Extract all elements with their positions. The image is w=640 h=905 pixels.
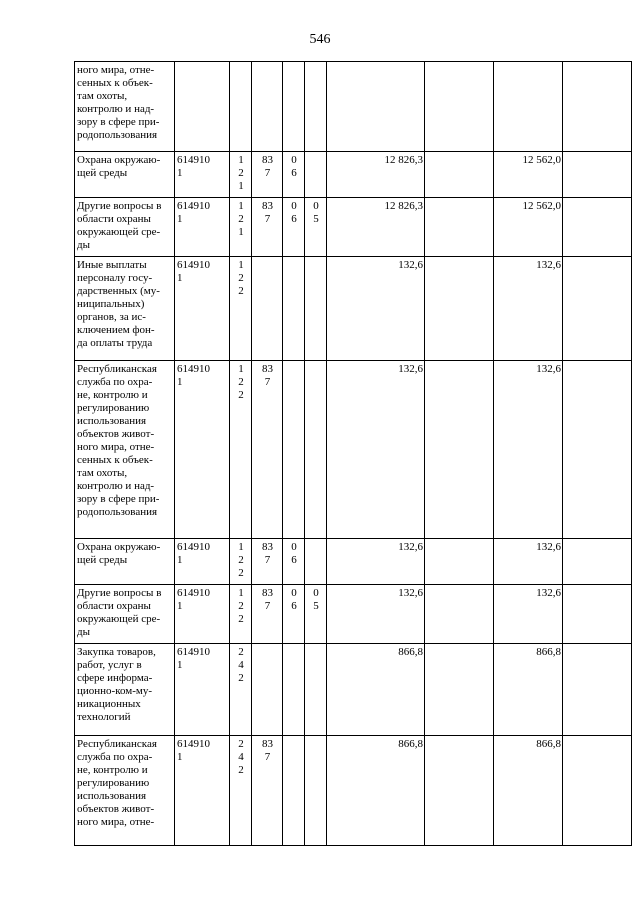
row-vr-line: 1 — [238, 259, 244, 271]
row-name-line: сфере информа- — [77, 672, 153, 684]
row-name-line: щей среды — [77, 554, 128, 566]
row-gr — [252, 736, 283, 846]
row-vr-line: 1 — [238, 363, 244, 375]
row-empty-1 — [425, 198, 494, 257]
row-vr — [230, 152, 252, 198]
row-code-line: 614910 — [177, 738, 210, 750]
row-name-line: ниципальных) — [77, 298, 145, 310]
row-name-line: Республиканская — [77, 738, 157, 750]
row-code — [175, 257, 230, 361]
row-empty-1 — [425, 539, 494, 585]
row-name-line: ного мира, отне- — [77, 441, 155, 453]
table-row — [75, 644, 632, 736]
row-code-line: 614910 — [177, 541, 210, 553]
row-empty-2 — [563, 539, 632, 585]
row-amount-1: 12 826,3 — [327, 198, 425, 257]
row-amount-1: 132,6 — [327, 585, 425, 644]
row-gr — [252, 152, 283, 198]
row-name-line: там охоты, — [77, 90, 128, 102]
row-name-line: регулированию — [77, 777, 150, 789]
row-amount-2: 132,6 — [494, 257, 563, 361]
row-name-line: сенных к объек- — [77, 454, 153, 466]
row-empty-1 — [425, 62, 494, 152]
row-gr-line: 7 — [264, 600, 271, 612]
row-gr-line: 7 — [264, 167, 271, 179]
row-pr — [305, 361, 327, 539]
row-code-line: 614910 — [177, 646, 210, 658]
row-name-line: объектов живот- — [77, 803, 155, 815]
row-empty-1 — [425, 361, 494, 539]
row-pr — [305, 644, 327, 736]
table-row — [75, 585, 632, 644]
row-rz — [283, 585, 305, 644]
row-gr — [252, 361, 283, 539]
row-vr-line: 2 — [238, 376, 244, 388]
row-vr — [230, 257, 252, 361]
row-gr — [252, 198, 283, 257]
row-name-line: Иные выплаты — [77, 259, 147, 271]
row-vr-line: 2 — [238, 389, 244, 401]
row-vr-line: 2 — [238, 567, 244, 579]
row-code-line: 1 — [177, 376, 183, 388]
row-name-line: родопользования — [77, 129, 158, 141]
row-code — [175, 198, 230, 257]
row-name-line: использования — [77, 415, 147, 427]
row-name-line: работ, услуг в — [77, 659, 142, 671]
row-empty-1 — [425, 644, 494, 736]
row-name-line: Республиканская — [77, 363, 157, 375]
row-empty-2 — [563, 152, 632, 198]
table-row — [75, 152, 632, 198]
row-rz — [283, 644, 305, 736]
row-vr-line: 1 — [238, 541, 244, 553]
row-code-line: 614910 — [177, 200, 210, 212]
row-amount-1: 132,6 — [327, 257, 425, 361]
row-amount-1: 132,6 — [327, 361, 425, 539]
row-rz — [283, 361, 305, 539]
row-vr — [230, 539, 252, 585]
row-rz — [283, 257, 305, 361]
row-empty-2 — [563, 361, 632, 539]
row-vr — [230, 585, 252, 644]
row-amount-2: 866,8 — [494, 644, 563, 736]
row-name-line: ционно-ком-му- — [77, 685, 153, 697]
row-gr-line: 83 — [262, 738, 273, 750]
row-name-line: там охоты, — [77, 467, 128, 479]
row-amount-2: 132,6 — [494, 539, 563, 585]
row-gr — [252, 257, 283, 361]
row-pr — [305, 585, 327, 644]
row-code-line: 614910 — [177, 154, 210, 166]
row-code-line: 614910 — [177, 363, 210, 375]
table-row — [75, 736, 632, 846]
row-empty-1 — [425, 585, 494, 644]
row-rz — [283, 152, 305, 198]
row-pr-line: 0 — [313, 200, 319, 212]
row-pr — [305, 198, 327, 257]
row-vr — [230, 361, 252, 539]
table-row — [75, 62, 632, 152]
row-vr — [230, 736, 252, 846]
row-gr-line: 83 — [262, 541, 273, 553]
row-pr — [305, 539, 327, 585]
row-vr-line: 1 — [238, 154, 244, 166]
row-pr — [305, 152, 327, 198]
row-vr-line: 2 — [238, 613, 244, 625]
row-empty-2 — [563, 62, 632, 152]
row-name-line: органов, за ис- — [77, 311, 146, 323]
row-name-line: области охраны — [77, 600, 151, 612]
row-amount-2: 866,8 — [494, 736, 563, 846]
row-vr-line: 1 — [238, 180, 244, 192]
table-row — [75, 539, 632, 585]
row-name-line: технологий — [77, 711, 131, 723]
row-code — [175, 736, 230, 846]
row-name-line: окружающей сре- — [77, 613, 161, 625]
row-code-line: 614910 — [177, 587, 210, 599]
table-body — [75, 62, 632, 846]
row-name-line: ды — [77, 626, 90, 638]
row-rz-line: 0 — [291, 200, 297, 212]
row-gr — [252, 644, 283, 736]
table-row — [75, 198, 632, 257]
row-name-line: ного мира, отне- — [77, 816, 155, 828]
row-gr-line: 83 — [262, 200, 273, 212]
row-empty-2 — [563, 585, 632, 644]
row-name-line: зору в сфере при- — [77, 493, 160, 505]
row-rz-line: 6 — [291, 167, 297, 179]
row-gr-line: 83 — [262, 587, 273, 599]
row-name-line: Охрана окружаю- — [77, 541, 161, 553]
row-name — [75, 257, 175, 361]
row-gr-line: 7 — [264, 554, 271, 566]
row-vr-line: 2 — [238, 600, 244, 612]
row-name-line: не, контролю и — [77, 764, 148, 776]
row-name-line: Охрана окружаю- — [77, 154, 161, 166]
row-gr-line: 7 — [264, 213, 271, 225]
row-vr-line: 1 — [238, 226, 244, 238]
row-vr-line: 4 — [238, 659, 244, 671]
row-name-line: ного мира, отне- — [77, 64, 155, 76]
row-vr-line: 2 — [238, 272, 244, 284]
row-gr-line: 7 — [264, 751, 271, 763]
row-pr-line: 5 — [313, 600, 319, 612]
row-empty-2 — [563, 736, 632, 846]
row-name — [75, 152, 175, 198]
row-name-line: контролю и над- — [77, 103, 155, 115]
row-code-line: 1 — [177, 600, 183, 612]
row-code — [175, 62, 230, 152]
row-amount-2: 132,6 — [494, 585, 563, 644]
row-vr-line: 1 — [238, 200, 244, 212]
row-gr-line: 7 — [264, 376, 271, 388]
row-name — [75, 62, 175, 152]
row-gr — [252, 62, 283, 152]
row-amount-1: 132,6 — [327, 539, 425, 585]
row-name-line: служба по охра- — [77, 751, 153, 763]
row-name-line: Закупка товаров, — [77, 646, 156, 658]
row-rz — [283, 198, 305, 257]
row-name — [75, 644, 175, 736]
row-name-line: Другие вопросы в — [77, 200, 162, 212]
row-rz-line: 0 — [291, 541, 297, 553]
row-code — [175, 361, 230, 539]
row-pr — [305, 257, 327, 361]
row-name-line: персоналу госу- — [77, 272, 153, 284]
row-gr — [252, 585, 283, 644]
row-empty-1 — [425, 736, 494, 846]
row-name-line: щей среды — [77, 167, 128, 179]
row-name-line: регулированию — [77, 402, 150, 414]
row-rz-line: 0 — [291, 587, 297, 599]
row-pr-line: 5 — [313, 213, 319, 225]
row-name-line: не, контролю и — [77, 389, 148, 401]
row-gr-line: 83 — [262, 154, 273, 166]
row-pr — [305, 62, 327, 152]
row-amount-2: 12 562,0 — [494, 152, 563, 198]
row-code-line: 1 — [177, 554, 183, 566]
row-pr-line: 0 — [313, 587, 319, 599]
row-name-line: да оплаты труда — [77, 337, 153, 349]
row-name-line: ключением фон- — [77, 324, 155, 336]
row-vr-line: 2 — [238, 646, 244, 658]
row-empty-2 — [563, 644, 632, 736]
row-vr-line: 2 — [238, 554, 244, 566]
row-name-line: Другие вопросы в — [77, 587, 162, 599]
table-row — [75, 257, 632, 361]
row-code-line: 1 — [177, 751, 183, 763]
row-rz-line: 0 — [291, 154, 297, 166]
row-code — [175, 152, 230, 198]
row-empty-2 — [563, 257, 632, 361]
row-code-line: 1 — [177, 659, 183, 671]
row-vr — [230, 62, 252, 152]
row-code-line: 1 — [177, 167, 183, 179]
row-pr — [305, 736, 327, 846]
row-name — [75, 736, 175, 846]
row-code-line: 1 — [177, 213, 183, 225]
row-vr-line: 2 — [238, 764, 244, 776]
row-amount-1 — [327, 62, 425, 152]
row-name-line: области охраны — [77, 213, 151, 225]
row-vr — [230, 198, 252, 257]
page-number: 546 — [309, 32, 331, 47]
row-code-line: 1 — [177, 272, 183, 284]
row-name-line: сенных к объек- — [77, 77, 153, 89]
row-vr — [230, 644, 252, 736]
row-code — [175, 585, 230, 644]
row-rz — [283, 736, 305, 846]
row-vr-line: 2 — [238, 672, 244, 684]
row-name-line: никационных — [77, 698, 141, 710]
row-name-line: родопользования — [77, 506, 158, 518]
row-name-line: служба по охра- — [77, 376, 153, 388]
row-name-line: ды — [77, 239, 90, 251]
row-rz — [283, 62, 305, 152]
row-code — [175, 539, 230, 585]
row-gr — [252, 539, 283, 585]
row-rz-line: 6 — [291, 213, 297, 225]
row-code — [175, 644, 230, 736]
row-gr-line: 83 — [262, 363, 273, 375]
row-empty-1 — [425, 257, 494, 361]
row-vr-line: 1 — [238, 587, 244, 599]
budget-table — [74, 61, 632, 846]
table-row — [75, 361, 632, 539]
row-amount-2: 132,6 — [494, 361, 563, 539]
row-rz-line: 6 — [291, 554, 297, 566]
row-name-line: использования — [77, 790, 147, 802]
row-name — [75, 361, 175, 539]
row-name-line: окружающей сре- — [77, 226, 161, 238]
row-amount-1: 866,8 — [327, 736, 425, 846]
row-amount-2: 12 562,0 — [494, 198, 563, 257]
row-name-line: дарственных (му- — [77, 285, 160, 297]
row-vr-line: 2 — [238, 285, 244, 297]
row-name-line: контролю и над- — [77, 480, 155, 492]
row-name-line: объектов живот- — [77, 428, 155, 440]
row-code-line: 614910 — [177, 259, 210, 271]
row-name — [75, 198, 175, 257]
row-rz-line: 6 — [291, 600, 297, 612]
row-name-line: зору в сфере при- — [77, 116, 160, 128]
row-name — [75, 585, 175, 644]
row-vr-line: 2 — [238, 167, 244, 179]
row-empty-2 — [563, 198, 632, 257]
row-rz — [283, 539, 305, 585]
row-empty-1 — [425, 152, 494, 198]
row-amount-1: 12 826,3 — [327, 152, 425, 198]
row-vr-line: 2 — [238, 738, 244, 750]
row-amount-1: 866,8 — [327, 644, 425, 736]
row-vr-line: 2 — [238, 213, 244, 225]
row-amount-2 — [494, 62, 563, 152]
row-name — [75, 539, 175, 585]
row-vr-line: 4 — [238, 751, 244, 763]
